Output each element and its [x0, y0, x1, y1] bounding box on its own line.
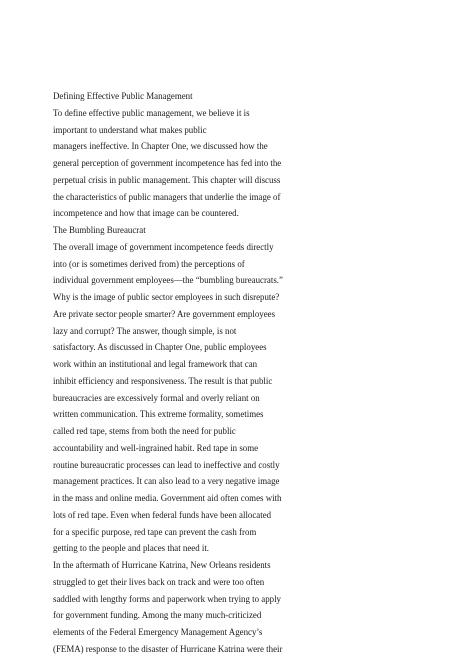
document-text — [53, 88, 453, 658]
text-line: into (or is sometimes derived from) the perceptions of — [53, 258, 245, 269]
text-line: Are private sector people smarter? Are government employees — [53, 308, 276, 319]
text-line: (FEMA) response to the disaster of Hurricane Katrina were their — [53, 643, 283, 654]
text-line: satisfactory. As discussed in Chapter One, public employees — [53, 342, 267, 353]
text-line: the characteristics of public managers that underlie the image of — [53, 191, 281, 202]
text-line: getting to the people and places that need it. — [53, 543, 210, 554]
text-line: for a specific purpose, red tape can prevent the cash from — [53, 526, 257, 537]
text-line: for government funding. Among the many much-criticized — [53, 610, 262, 621]
text-line: management practices. It can also lead to a very negative image — [53, 476, 280, 487]
text-line: managers ineffective. In Chapter One, we discussed how the — [53, 141, 268, 152]
text-line: saddled with lengthy forms and paperwork when trying to apply — [53, 593, 281, 604]
text-line: lots of red tape. Even when federal funds have been allocated — [53, 509, 272, 520]
text-line: called red tape, stems from both the need for public — [53, 426, 236, 436]
text-line: accountability and well-ingrained habit. Red tape in some — [53, 442, 259, 453]
text-line: elements of the Federal Emergency Management Agency’s — [53, 627, 263, 637]
text-line: The overall image of government incompetence feeds directly — [53, 241, 274, 252]
text-line: written communication. This extreme formality, sometimes — [53, 409, 264, 420]
text-line: lazy and corrupt? The answer, though simple, is not — [53, 325, 237, 336]
text-line: important to understand what makes public — [53, 124, 207, 135]
text-line: bureaucracies are excessively formal and overly reliant on — [53, 392, 260, 403]
text-line: incompetence and how that image can be countered. — [53, 208, 239, 219]
text-line: work within an institutional and legal framework that can — [53, 359, 258, 369]
text-line: In the aftermath of Hurricane Katrina, New Orleans residents — [53, 560, 271, 570]
text-line: struggled to get their lives back on track and were too often — [53, 576, 265, 587]
text-line: individual government employees—the “bumbling bureaucrats.” — [53, 275, 283, 286]
section-heading: Defining Effective Public Management — [53, 91, 193, 101]
text-line: perpetual crisis in public management. This chapter will discuss — [53, 174, 281, 185]
text-line: inhibit efficiency and responsiveness. The result is that public — [53, 375, 273, 386]
text-line: To define effective public management, we believe it is — [53, 107, 250, 118]
section-heading: The Bumbling Bureaucrat — [53, 225, 146, 235]
text-line: in the mass and online media. Government aid often comes with — [53, 493, 282, 503]
text-line: Why is the image of public sector employees in such disrepute? — [53, 292, 280, 302]
text-line: general perception of government incompetence has fed into the — [53, 158, 282, 168]
text-line: routine bureaucratic processes can lead to ineffective and costly — [53, 459, 280, 470]
